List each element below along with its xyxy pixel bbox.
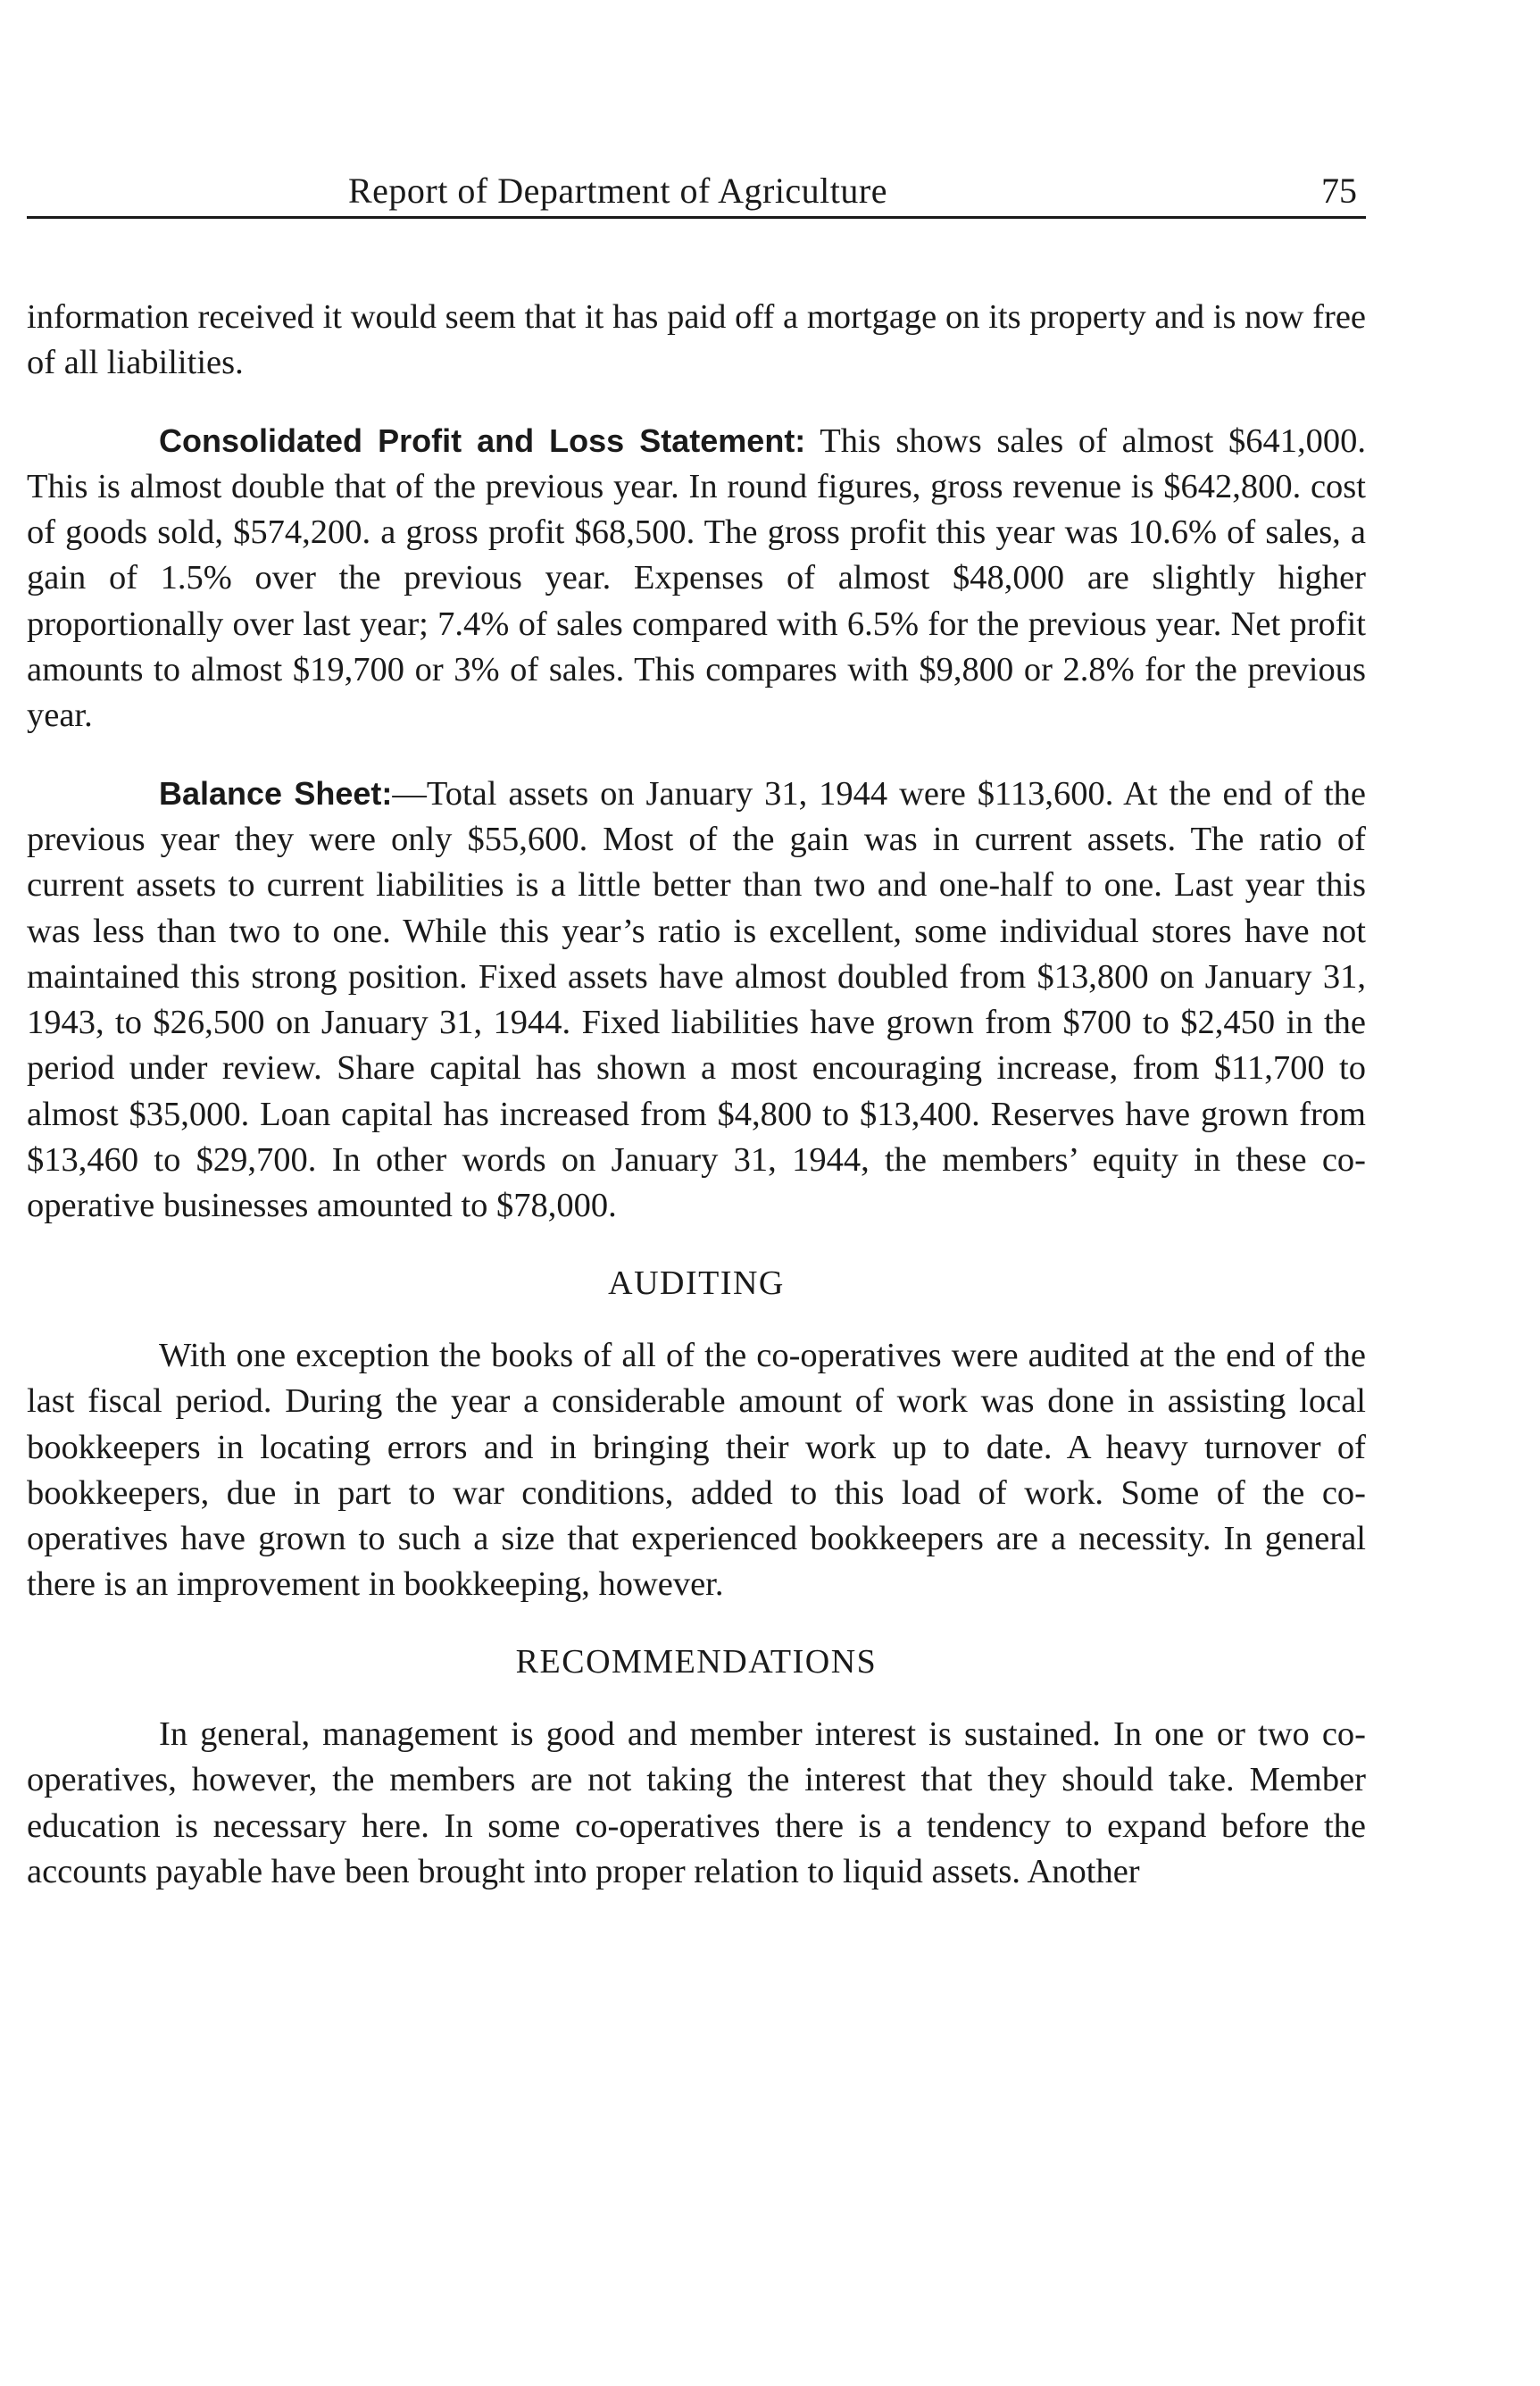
page-number: 75	[1321, 171, 1357, 211]
paragraph-recommendations: In general, management is good and member interest is sustained. In one or two co-operatives, however, the members are not taking the interest that they should take. Member education is necessary here. In some co-operatives there is a tendency to expand before the accounts payable have been brought into proper relation to liquid assets. Another	[27, 1715, 1366, 1890]
profit-loss-lead: Consolidated Profit and Loss Statement:	[159, 421, 806, 459]
paragraph-balance-sheet	[27, 771, 1366, 1230]
paragraph-auditing: With one exception the books of all of the co-operatives were audited at the end of the last fiscal period. During the year a considerable amount of work was done in assisting local bookkeepers in locating errors and in bringing their work up to date. A heavy turnover of bookkeepers, due in part to war conditions, added to this load of work. Some of the co-operatives have grown to such a size that experienced bookkeepers are a necessity. In general there is an improvement in bookkeeping, however.	[27, 1336, 1366, 1604]
recommendations-heading: RECOMMENDATIONS	[515, 1642, 878, 1681]
running-header	[27, 163, 1366, 219]
running-title: Report of Department of Agriculture	[348, 171, 887, 211]
profit-loss-text: This shows sales of almost $641,000. This is almost double that of the previous year. In round figures, gross revenue is $642,800. cost of goods sold, $574,200. a gross profit $68,500. The gross profit this year was 10.6% of sales, a gain of 1.5% over the previous year. Expenses of almost $48,000 are slightly higher proportionally over last year; 7.4% of sales compared with 6.5% for the previous year. Net profit amounts to almost $19,700 or 3% of sales. This compares with $9,800 or 2.8% for the previous year.	[27, 421, 1366, 735]
document-body	[27, 295, 1366, 1926]
balance-sheet-lead: Balance Sheet:	[159, 774, 393, 812]
auditing-heading: AUDITING	[608, 1264, 785, 1302]
paragraph-continuation: information received it would seem that it has paid off a mortgage on its property and is now free of all liabilities.	[27, 298, 1366, 382]
paragraph-profit-loss	[27, 418, 1366, 739]
balance-sheet-text: —Total assets on January 31, 1944 were $113,600. At the end of the previous year they were only $55,600. Most of the gain was in current assets. The ratio of current assets to current liabilities is a little better than two and one-half to one. Last year this was less than two to one. While this year’s ratio is excellent, some individual stores have not maintained this strong position. Fixed assets have almost doubled from $13,800 on January 31, 1943, to $26,500 on January 31, 1944. Fixed liabilities have grown from $700 to $2,450 in the period under review. Share capital has shown a most encouraging increase, from $11,700 to almost $35,000. Loan capital has increased from $4,800 to $13,400. Reserves have grown from $13,460 to $29,700. In other words on January 31, 1944, the members’ equity in these co-operative businesses amounted to $78,000.	[27, 774, 1366, 1225]
